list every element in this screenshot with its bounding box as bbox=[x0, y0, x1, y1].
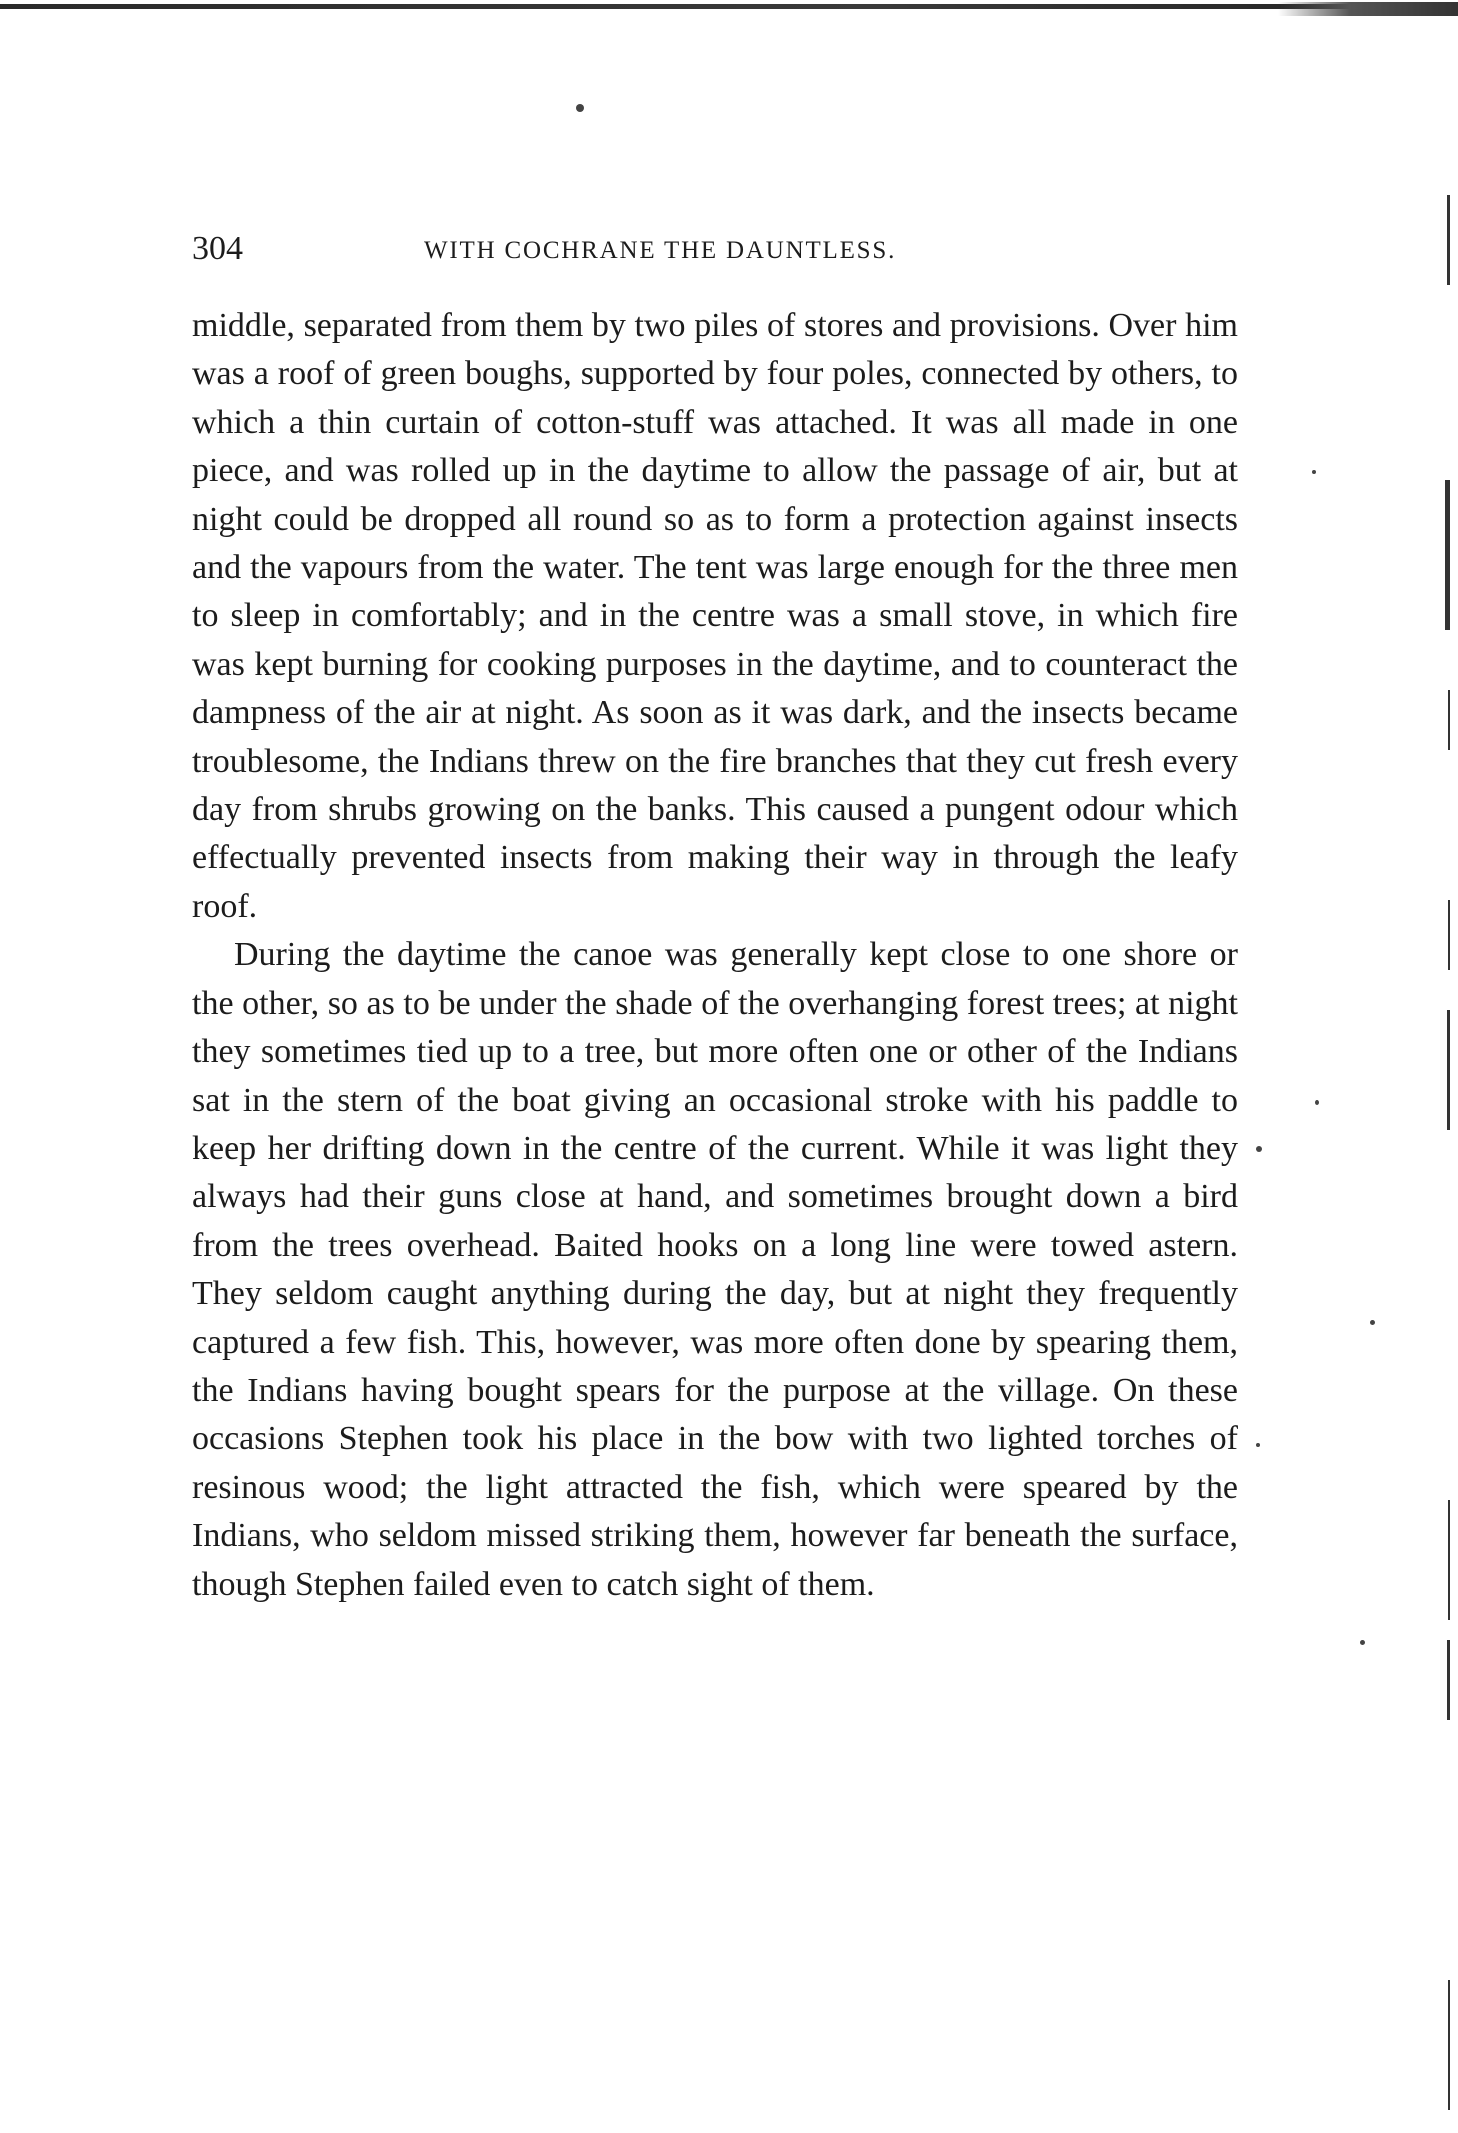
page-edge-mark bbox=[1448, 1500, 1450, 1620]
page-edge-mark bbox=[1447, 1640, 1450, 1720]
top-edge-rule bbox=[0, 4, 1458, 9]
ink-speck bbox=[1370, 1320, 1375, 1325]
paragraph: middle, separated from them by two piles of stores and provisions. Over him was a roof of green boughs, supported by four poles, connected by others, to which a thin curtain of cotton-stuff was attached. It was all made in one piece, and was rolled up in the daytime to allow the passage of air, but at night could be dropped all round so as to form a protection against insects and the vapours from the water. The tent was large enough for the three men to sleep in comfortably; and in the centre was a small stove, in which fire was kept burning for cooking purposes in the daytime, and to counteract the dampness of the air at night. As soon as it was dark, and the insects became troublesome, the Indians threw on the fire branches that they cut fresh every day from shrubs growing on the banks. This caused a pungent odour which effectually prevented insects from making their way in through the leafy roof. bbox=[192, 307, 1238, 925]
ink-speck bbox=[1315, 1100, 1319, 1105]
page-header bbox=[192, 226, 1242, 272]
ink-speck bbox=[1256, 1443, 1260, 1447]
paragraph: During the daytime the canoe was generally kept close to one shore or the other, so as to be under the shade of the overhanging forest trees; at night they sometimes tied up to a tree, but more often one or other of the Indians sat in the stern of the boat giving an occasional stroke with his paddle to keep her drifting down in the centre of the current. While it was light they always had their guns close at hand, and sometimes brought down a bird from the trees overhead. Baited hooks on a long line were towed astern. They seldom caught anything during the day, but at night they frequently captured a few fish. This, however, was more often done by spearing them, the Indians having bought spears for the purpose at the village. On these occasions Stephen took his place in the bow with two lighted torches of resinous wood; the light attracted the fish, which were speared by the Indians, who seldom missed striking them, however far beneath the surface, though Stephen failed even to catch sight of them. bbox=[192, 936, 1238, 1603]
page-number: 304 bbox=[192, 230, 243, 267]
body-text bbox=[192, 302, 1238, 1609]
page-edge-mark bbox=[1447, 195, 1450, 285]
ink-speck bbox=[1312, 470, 1316, 474]
ink-speck bbox=[1256, 1146, 1262, 1152]
page-edge-mark bbox=[1448, 900, 1450, 970]
ink-speck bbox=[1360, 1640, 1365, 1645]
top-edge-shadow bbox=[1278, 2, 1458, 16]
page-edge-mark bbox=[1448, 1980, 1450, 2110]
page-edge-mark bbox=[1447, 1010, 1450, 1130]
page-edge-mark bbox=[1445, 480, 1450, 630]
ink-speck bbox=[576, 104, 584, 112]
running-title: WITH COCHRANE THE DAUNTLESS. bbox=[424, 237, 897, 264]
page-edge-mark bbox=[1448, 690, 1450, 750]
